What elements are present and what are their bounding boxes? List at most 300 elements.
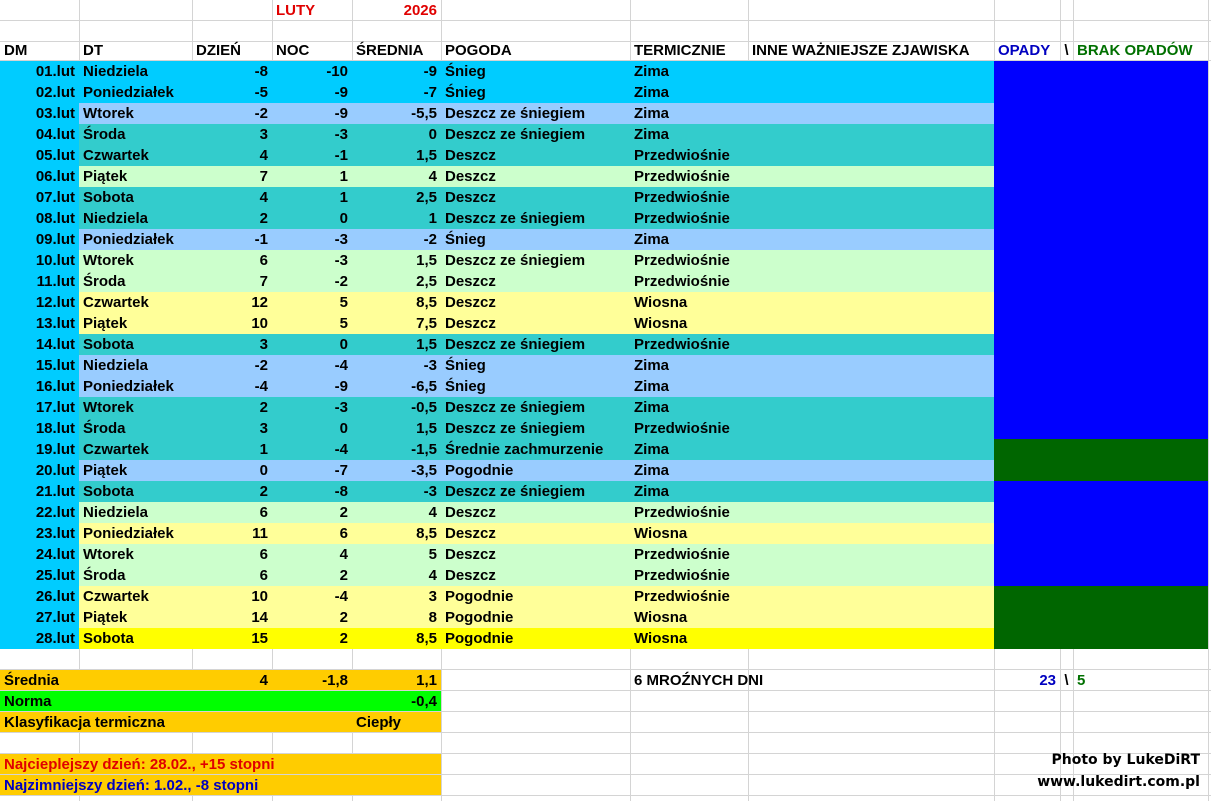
header-dzien[interactable]: DZIEŃ	[196, 42, 241, 59]
cell-dm[interactable]: 15.lut	[35, 357, 75, 374]
cell-noc[interactable]: -4	[334, 357, 348, 374]
opady-fill	[994, 460, 1208, 481]
cell-srednia[interactable]: 8	[428, 609, 437, 626]
opady-fill	[994, 292, 1208, 313]
count-separator[interactable]: \	[1064, 672, 1069, 689]
cell-termicznie[interactable]: Przedwiośnie	[634, 567, 730, 584]
cell-dt[interactable]: Środa	[83, 126, 126, 143]
cell-srednia[interactable]: 1,5	[416, 420, 437, 437]
cell-dzien[interactable]: 3	[259, 336, 268, 353]
srednia-srednia[interactable]: 1,1	[416, 672, 437, 689]
table-row	[0, 145, 1211, 166]
cell-pogoda[interactable]: Deszcz	[445, 504, 496, 521]
cell-termicznie[interactable]: Wiosna	[634, 315, 688, 332]
cell-pogoda[interactable]: Deszcz ze śniegiem	[445, 105, 586, 122]
cell-termicznie[interactable]: Przedwiośnie	[634, 273, 730, 290]
cell-termicznie[interactable]: Zima	[634, 84, 670, 101]
opady-fill	[994, 124, 1208, 145]
cell-pogoda[interactable]: Śnieg	[445, 231, 486, 248]
cell-noc[interactable]: 1	[339, 168, 348, 185]
cell-noc[interactable]: -8	[334, 483, 348, 500]
cell-noc[interactable]: 5	[339, 294, 348, 311]
header-dt[interactable]: DT	[83, 42, 103, 59]
cell-termicznie[interactable]: Przedwiośnie	[634, 168, 730, 185]
cell-noc[interactable]: 2	[339, 630, 348, 647]
cell-srednia[interactable]: 7,5	[416, 315, 437, 332]
cell-termicznie[interactable]: Zima	[634, 378, 670, 395]
cell-termicznie[interactable]: Przedwiośnie	[634, 504, 730, 521]
cell-dzien[interactable]: 6	[259, 546, 268, 563]
cell-dt[interactable]: Niedziela	[83, 63, 149, 80]
cell-dm[interactable]: 14.lut	[35, 336, 75, 353]
cell-dzien[interactable]: -1	[254, 231, 268, 248]
table-row	[0, 229, 1211, 250]
cell-inne-zjawiska[interactable]	[748, 292, 994, 313]
empty-row	[0, 21, 1211, 42]
cell-srednia[interactable]: 1,5	[416, 336, 437, 353]
cell-dm[interactable]: 22.lut	[35, 504, 75, 521]
cell-termicznie[interactable]: Zima	[634, 441, 670, 458]
cell-inne-zjawiska[interactable]	[748, 313, 994, 334]
cell-pogoda[interactable]: Pogodnie	[445, 609, 514, 626]
coldest-row	[0, 775, 1211, 796]
cell-dt[interactable]: Poniedziałek	[83, 525, 174, 542]
cell-dzien[interactable]: 2	[259, 210, 268, 227]
cell-dm[interactable]: 27.lut	[35, 609, 75, 626]
cell-dt[interactable]: Sobota	[83, 630, 134, 647]
cell-inne-zjawiska[interactable]	[748, 166, 994, 187]
cell-dzien[interactable]: -2	[254, 105, 268, 122]
cell-noc[interactable]: -10	[326, 63, 348, 80]
cell-pogoda[interactable]: Pogodnie	[445, 630, 514, 647]
cell-inne-zjawiska[interactable]	[748, 397, 994, 418]
cell-dm[interactable]: 18.lut	[35, 420, 75, 437]
opady-fill	[994, 208, 1208, 229]
cell-srednia[interactable]: 4	[428, 168, 437, 185]
cell-pogoda[interactable]: Deszcz ze śniegiem	[445, 252, 586, 269]
cell-dt[interactable]: Sobota	[83, 189, 134, 206]
cell-srednia[interactable]: -2	[423, 231, 437, 248]
cell-srednia[interactable]: -3	[423, 357, 437, 374]
cell-srednia[interactable]: -3,5	[411, 462, 437, 479]
cell-dm[interactable]: 20.lut	[35, 462, 75, 479]
cell-pogoda[interactable]: Deszcz	[445, 147, 496, 164]
cell-dzien[interactable]: 10	[251, 588, 268, 605]
table-row	[0, 124, 1211, 145]
cell-termicznie[interactable]: Zima	[634, 357, 670, 374]
cell-termicznie[interactable]: Wiosna	[634, 609, 688, 626]
cell-inne-zjawiska[interactable]	[748, 124, 994, 145]
cell-dzien[interactable]: -2	[254, 357, 268, 374]
cell-inne-zjawiska[interactable]	[748, 544, 994, 565]
table-row	[0, 103, 1211, 124]
cell-dm[interactable]: 24.lut	[35, 546, 75, 563]
cell-dm[interactable]: 09.lut	[35, 231, 75, 248]
cell-dzien[interactable]: 2	[259, 483, 268, 500]
cell-dt[interactable]: Środa	[83, 567, 126, 584]
cell-dt[interactable]: Wtorek	[83, 105, 134, 122]
cell-pogoda[interactable]: Deszcz ze śniegiem	[445, 483, 586, 500]
cell-termicznie[interactable]: Zima	[634, 126, 670, 143]
cell-dm[interactable]: 08.lut	[35, 210, 75, 227]
cell-termicznie[interactable]: Przedwiośnie	[634, 588, 730, 605]
cell-srednia[interactable]: 8,5	[416, 294, 437, 311]
cell-termicznie[interactable]: Zima	[634, 483, 670, 500]
table-row	[0, 565, 1211, 586]
cell-srednia[interactable]: -9	[423, 63, 437, 80]
header-pogoda[interactable]: POGODA	[445, 42, 512, 59]
cell-pogoda[interactable]: Śnieg	[445, 378, 486, 395]
cell-dzien[interactable]: 2	[259, 399, 268, 416]
cell-dzien[interactable]: 14	[251, 609, 268, 626]
cell-inne-zjawiska[interactable]	[748, 607, 994, 628]
cell-termicznie[interactable]: Wiosna	[634, 294, 688, 311]
table-row	[0, 313, 1211, 334]
cell-noc[interactable]: 0	[339, 210, 348, 227]
cell-inne-zjawiska[interactable]	[748, 418, 994, 439]
cell-dzien[interactable]: 4	[259, 189, 268, 206]
summary-norma-row	[0, 691, 1211, 712]
cell-noc[interactable]: 2	[339, 609, 348, 626]
cell-dm[interactable]: 07.lut	[35, 189, 75, 206]
table-row	[0, 82, 1211, 103]
cell-dt[interactable]: Piątek	[83, 462, 128, 479]
klasyfikacja-value[interactable]: Ciepły	[356, 714, 402, 731]
cell-dt[interactable]: Niedziela	[83, 357, 149, 374]
cell-dt[interactable]: Czwartek	[83, 441, 149, 458]
cell-dt[interactable]: Wtorek	[83, 546, 134, 563]
cell-inne-zjawiska[interactable]	[748, 460, 994, 481]
srednia-dzien[interactable]: 4	[259, 672, 268, 689]
opady-fill	[994, 544, 1208, 565]
header-inne-zjawiska[interactable]: INNE WAŻNIEJSZE ZJAWISKA	[752, 42, 970, 59]
opady-fill	[994, 502, 1208, 523]
opady-fill	[994, 145, 1208, 166]
cell-noc[interactable]: 5	[339, 315, 348, 332]
cell-inne-zjawiska[interactable]	[748, 565, 994, 586]
cell-srednia[interactable]: 0	[428, 126, 437, 143]
cell-srednia[interactable]: 5	[428, 546, 437, 563]
cell-pogoda[interactable]: Deszcz	[445, 525, 496, 542]
cell-dt[interactable]: Poniedziałek	[83, 378, 174, 395]
cell-dt[interactable]: Wtorek	[83, 399, 134, 416]
cell-termicznie[interactable]: Przedwiośnie	[634, 420, 730, 437]
month-title[interactable]: LUTY	[276, 2, 316, 19]
cell-srednia[interactable]: 4	[428, 567, 437, 584]
cell-dzien[interactable]: 12	[251, 294, 268, 311]
cell-dt[interactable]: Sobota	[83, 483, 134, 500]
cell-pogoda[interactable]: Średnie zachmurzenie	[445, 441, 604, 458]
table-row	[0, 61, 1211, 82]
cell-srednia[interactable]: 4	[428, 504, 437, 521]
cell-dm[interactable]: 16.lut	[35, 378, 75, 395]
header-opady[interactable]: OPADY	[998, 42, 1051, 59]
cell-termicznie[interactable]: Zima	[634, 231, 670, 248]
cell-termicznie[interactable]: Zima	[634, 63, 670, 80]
cell-pogoda[interactable]: Deszcz ze śniegiem	[445, 399, 586, 416]
cell-inne-zjawiska[interactable]	[748, 586, 994, 607]
cell-inne-zjawiska[interactable]	[748, 523, 994, 544]
opady-fill	[994, 565, 1208, 586]
table-row	[0, 397, 1211, 418]
cell-inne-zjawiska[interactable]	[748, 376, 994, 397]
cell-dm[interactable]: 21.lut	[35, 483, 75, 500]
table-row	[0, 418, 1211, 439]
cell-dm[interactable]: 10.lut	[35, 252, 75, 269]
cell-srednia[interactable]: 3	[428, 588, 437, 605]
frost-days[interactable]: 6 MROŹNYCH DNI	[634, 672, 764, 689]
opady-fill	[994, 250, 1208, 271]
header-noc[interactable]: NOC	[276, 42, 310, 59]
cell-noc[interactable]: -3	[334, 399, 348, 416]
cell-inne-zjawiska[interactable]	[748, 439, 994, 460]
cell-noc[interactable]: -3	[334, 231, 348, 248]
cell-noc[interactable]: 4	[339, 546, 348, 563]
cell-inne-zjawiska[interactable]	[748, 334, 994, 355]
cell-dt[interactable]: Piątek	[83, 609, 128, 626]
cell-dm[interactable]: 05.lut	[35, 147, 75, 164]
header-brak-opadow[interactable]: BRAK OPADÓW	[1077, 42, 1193, 59]
cell-noc[interactable]: -4	[334, 588, 348, 605]
cell-noc[interactable]: -9	[334, 84, 348, 101]
opady-fill	[994, 376, 1208, 397]
cell-srednia[interactable]: -1,5	[411, 441, 437, 458]
cell-dt[interactable]: Poniedziałek	[83, 231, 174, 248]
cell-noc[interactable]: 2	[339, 567, 348, 584]
cell-dzien[interactable]: -5	[254, 84, 268, 101]
cell-dm[interactable]: 17.lut	[35, 399, 75, 416]
cell-dzien[interactable]: 15	[251, 630, 268, 647]
cell-srednia[interactable]: -6,5	[411, 378, 437, 395]
cell-termicznie[interactable]: Przedwiośnie	[634, 336, 730, 353]
cell-noc[interactable]: 1	[339, 189, 348, 206]
cell-dm[interactable]: 11.lut	[36, 273, 75, 290]
website-url: www.lukedirt.com.pl	[1037, 774, 1200, 790]
cell-inne-zjawiska[interactable]	[748, 145, 994, 166]
cell-inne-zjawiska[interactable]	[748, 355, 994, 376]
cell-noc[interactable]: -3	[334, 126, 348, 143]
cell-dm[interactable]: 19.lut	[35, 441, 75, 458]
header-srednia[interactable]: ŚREDNIA	[356, 42, 424, 59]
cell-srednia[interactable]: 1	[428, 210, 437, 227]
cell-srednia[interactable]: 2,5	[416, 189, 437, 206]
opady-fill	[994, 607, 1208, 628]
table-row	[0, 271, 1211, 292]
table-row	[0, 523, 1211, 544]
cell-pogoda[interactable]: Śnieg	[445, 357, 486, 374]
cell-pogoda[interactable]: Deszcz ze śniegiem	[445, 126, 586, 143]
cell-srednia[interactable]: 8,5	[416, 630, 437, 647]
cell-noc[interactable]: 0	[339, 336, 348, 353]
cell-inne-zjawiska[interactable]	[748, 103, 994, 124]
cell-termicznie[interactable]: Wiosna	[634, 525, 688, 542]
table-row	[0, 439, 1211, 460]
cell-termicznie[interactable]: Zima	[634, 105, 670, 122]
cell-dzien[interactable]: 3	[259, 420, 268, 437]
cell-dt[interactable]: Środa	[83, 420, 126, 437]
opady-fill	[994, 418, 1208, 439]
cell-termicznie[interactable]: Przedwiośnie	[634, 189, 730, 206]
cell-dzien[interactable]: 7	[259, 168, 268, 185]
cell-dm[interactable]: 12.lut	[35, 294, 75, 311]
cell-termicznie[interactable]: Przedwiośnie	[634, 546, 730, 563]
cell-pogoda[interactable]: Deszcz ze śniegiem	[445, 210, 586, 227]
cell-dzien[interactable]: 6	[259, 504, 268, 521]
table-row	[0, 460, 1211, 481]
cell-dzien[interactable]: 6	[259, 252, 268, 269]
cell-noc[interactable]: 6	[339, 525, 348, 542]
cell-pogoda[interactable]: Deszcz ze śniegiem	[445, 336, 586, 353]
cell-srednia[interactable]: 1,5	[416, 147, 437, 164]
cell-dm[interactable]: 06.lut	[35, 168, 75, 185]
cell-dm[interactable]: 28.lut	[35, 630, 75, 647]
table-row	[0, 502, 1211, 523]
cell-pogoda[interactable]: Deszcz ze śniegiem	[445, 420, 586, 437]
header-separator[interactable]: \	[1064, 42, 1069, 59]
cell-dm[interactable]: 04.lut	[35, 126, 75, 143]
cell-inne-zjawiska[interactable]	[748, 481, 994, 502]
cell-inne-zjawiska[interactable]	[748, 628, 994, 649]
cell-pogoda[interactable]: Deszcz	[445, 294, 496, 311]
cell-dzien[interactable]: 6	[259, 567, 268, 584]
cell-noc[interactable]: -9	[334, 378, 348, 395]
opady-fill	[994, 397, 1208, 418]
table-row	[0, 481, 1211, 502]
cell-noc[interactable]: -3	[334, 252, 348, 269]
cell-inne-zjawiska[interactable]	[748, 82, 994, 103]
cell-termicznie[interactable]: Zima	[634, 399, 670, 416]
cell-pogoda[interactable]: Śnieg	[445, 63, 486, 80]
table-row	[0, 334, 1211, 355]
cell-noc[interactable]: -7	[334, 462, 348, 479]
header-termicznie[interactable]: TERMICZNIE	[634, 42, 726, 59]
cell-dt[interactable]: Piątek	[83, 315, 128, 332]
cell-inne-zjawiska[interactable]	[748, 271, 994, 292]
cell-srednia[interactable]: 2,5	[416, 273, 437, 290]
opady-count[interactable]: 23	[1039, 672, 1056, 689]
norma-value[interactable]: -0,4	[411, 693, 437, 710]
opady-fill	[994, 271, 1208, 292]
cell-termicznie[interactable]: Przedwiośnie	[634, 210, 730, 227]
cell-dm[interactable]: 13.lut	[35, 315, 75, 332]
cell-pogoda[interactable]: Deszcz	[445, 273, 496, 290]
cell-pogoda[interactable]: Śnieg	[445, 84, 486, 101]
cell-srednia[interactable]: -0,5	[411, 399, 437, 416]
cell-pogoda[interactable]: Deszcz	[445, 567, 496, 584]
coldest-day[interactable]: Najzimniejszy dzień: 1.02., -8 stopni	[4, 777, 259, 794]
cell-srednia[interactable]: -3	[423, 483, 437, 500]
table-row	[0, 376, 1211, 397]
cell-dt[interactable]: Niedziela	[83, 504, 149, 521]
cell-srednia[interactable]: -5,5	[411, 105, 437, 122]
cell-noc[interactable]: 0	[339, 420, 348, 437]
srednia-label[interactable]: Średnia	[4, 672, 60, 689]
cell-dm[interactable]: 23.lut	[35, 525, 75, 542]
cell-noc[interactable]: -1	[334, 147, 348, 164]
cell-pogoda[interactable]: Deszcz	[445, 546, 496, 563]
table-row	[0, 166, 1211, 187]
cell-srednia[interactable]: 1,5	[416, 252, 437, 269]
cell-dm[interactable]: 02.lut	[35, 84, 75, 101]
cell-noc[interactable]: -2	[334, 273, 348, 290]
opady-fill	[994, 82, 1208, 103]
cell-noc[interactable]: -4	[334, 441, 348, 458]
summary-srednia-row	[0, 670, 1211, 691]
cell-dt[interactable]: Sobota	[83, 336, 134, 353]
cell-noc[interactable]: 2	[339, 504, 348, 521]
year-title[interactable]: 2026	[403, 2, 437, 19]
empty-row	[0, 649, 1211, 670]
cell-dm[interactable]: 25.lut	[35, 567, 75, 584]
cell-dzien[interactable]: 0	[259, 462, 268, 479]
cell-dzien[interactable]: -4	[254, 378, 268, 395]
cell-dt[interactable]: Poniedziałek	[83, 84, 174, 101]
cell-dt[interactable]: Czwartek	[83, 588, 149, 605]
srednia-noc[interactable]: -1,8	[322, 672, 348, 689]
table-row	[0, 250, 1211, 271]
cell-dm[interactable]: 03.lut	[35, 105, 75, 122]
cell-inne-zjawiska[interactable]	[748, 229, 994, 250]
opady-fill	[994, 586, 1208, 607]
cell-inne-zjawiska[interactable]	[748, 208, 994, 229]
cell-pogoda[interactable]: Deszcz	[445, 189, 496, 206]
table-row	[0, 586, 1211, 607]
brak-count[interactable]: 5	[1077, 672, 1086, 689]
norma-label[interactable]: Norma	[4, 693, 52, 710]
cell-dzien[interactable]: 1	[259, 441, 268, 458]
klasyfikacja-label[interactable]: Klasyfikacja termiczna	[4, 714, 165, 731]
cell-pogoda[interactable]: Deszcz	[445, 315, 496, 332]
cell-dzien[interactable]: 3	[259, 126, 268, 143]
cell-dt[interactable]: Piątek	[83, 168, 128, 185]
cell-dzien[interactable]: 7	[259, 273, 268, 290]
cell-termicznie[interactable]: Zima	[634, 462, 670, 479]
cell-pogoda[interactable]: Pogodnie	[445, 462, 514, 479]
opady-fill	[994, 481, 1208, 502]
opady-fill	[994, 628, 1208, 649]
cell-inne-zjawiska[interactable]	[748, 502, 994, 523]
cell-dzien[interactable]: 11	[252, 525, 268, 542]
cell-dt[interactable]: Czwartek	[83, 294, 149, 311]
cell-dt[interactable]: Środa	[83, 273, 126, 290]
cell-srednia[interactable]: 8,5	[416, 525, 437, 542]
cell-pogoda[interactable]: Deszcz	[445, 168, 496, 185]
cell-termicznie[interactable]: Przedwiośnie	[634, 147, 730, 164]
header-dm[interactable]: DM	[4, 42, 28, 59]
cell-inne-zjawiska[interactable]	[748, 250, 994, 271]
cell-dzien[interactable]: 4	[259, 147, 268, 164]
summary-klasyfikacja-row	[0, 712, 1211, 733]
cell-dt[interactable]: Czwartek	[83, 147, 149, 164]
cell-dt[interactable]: Wtorek	[83, 252, 134, 269]
cell-termicznie[interactable]: Wiosna	[634, 630, 688, 647]
cell-dm[interactable]: 01.lut	[35, 63, 75, 80]
cell-noc[interactable]: -9	[334, 105, 348, 122]
cell-termicznie[interactable]: Przedwiośnie	[634, 252, 730, 269]
cell-dzien[interactable]: -8	[254, 63, 268, 80]
cell-srednia[interactable]: -7	[423, 84, 437, 101]
opady-fill	[994, 229, 1208, 250]
cell-dm[interactable]: 26.lut	[35, 588, 75, 605]
cell-pogoda[interactable]: Pogodnie	[445, 588, 514, 605]
cell-dt[interactable]: Niedziela	[83, 210, 149, 227]
table-row	[0, 607, 1211, 628]
warmest-day[interactable]: Najcieplejszy dzień: 28.02., +15 stopni	[4, 756, 275, 773]
cell-inne-zjawiska[interactable]	[748, 187, 994, 208]
cell-inne-zjawiska[interactable]	[748, 61, 994, 82]
opady-fill	[994, 355, 1208, 376]
cell-dzien[interactable]: 10	[251, 315, 268, 332]
